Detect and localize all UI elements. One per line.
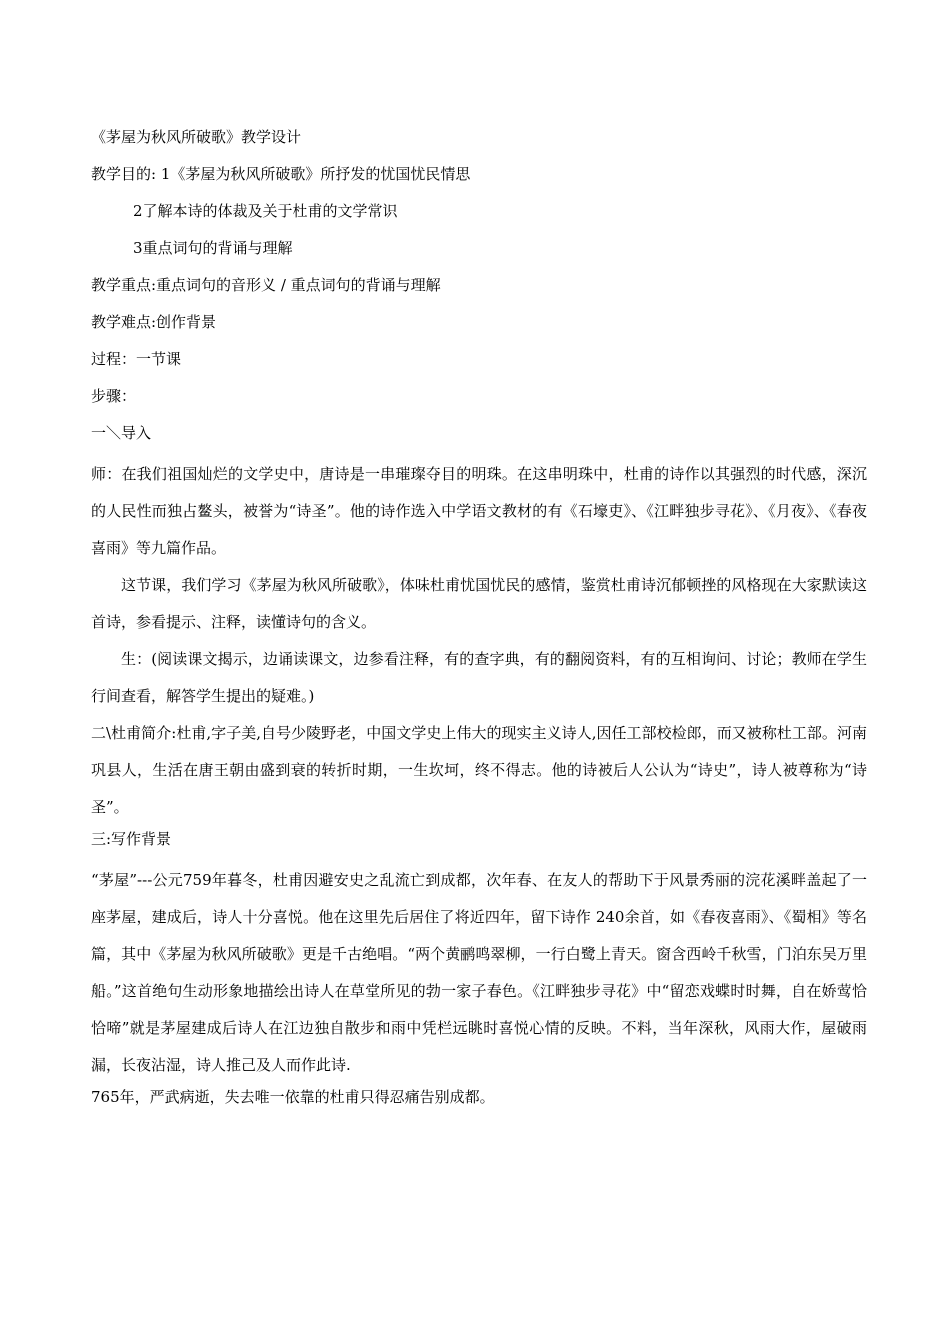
lesson-intro-paragraph: 这节课，我们学习《茅屋为秋风所破歌》，体味杜甫忧国忧民的感情，鉴赏杜甫诗沉郁顿挫的风格现在大家默读这首诗，参看提示、注释，读懂诗句的含义。 [91, 576, 867, 631]
objective-3: 3重点词句的背诵与理解 [133, 239, 293, 257]
objective-1: 教学目的: 1《茅屋为秋风所破歌》所抒发的忧国忧民情思 [91, 165, 471, 183]
key-points: 教学重点:重点词句的音形义 / 重点词句的背诵与理解 [91, 276, 441, 294]
teacher-intro-paragraph: 师：在我们祖国灿烂的文学史中，唐诗是一串璀璨夺目的明珠。在这串明珠中，杜甫的诗作以其强烈的时代感，深沉的人民性而独占鳌头，被誉为“诗圣”。他的诗作选入中学语文教材的有《石壕吏》、《江畔独步寻花》、《月夜》、《春夜喜雨》等九篇作品。 [91, 465, 867, 557]
difficulty: 教学难点:创作背景 [91, 313, 217, 331]
document-body [91, 124, 867, 1121]
document-title: 《茅屋为秋风所破歌》教学设计 [91, 128, 302, 146]
section-2-paragraph: 二\杜甫简介:杜甫,字子美,自号少陵野老，中国文学史上伟大的现实主义诗人,因任工部校检郎，而又被称杜工部。河南巩县人，生活在唐王朝由盛到衰的转折时期，一生坎坷，终不得志。他的诗被后人公认为“诗史”，诗人被尊称为“诗圣”。 [91, 724, 867, 816]
objective-2: 2了解本诗的体裁及关于杜甫的文学常识 [133, 202, 398, 220]
section-3-heading: 三:写作背景 [91, 830, 172, 848]
background-paragraph: “茅屋”---公元759年暮冬，杜甫因避安史之乱流亡到成都，次年春、在友人的帮助下于风景秀丽的浣花溪畔盖起了一座茅屋，建成后，诗人十分喜悦。他在这里先后居住了将近四年，留下诗作 240余首，如《春夜喜雨》、《蜀相》等名篇，其中《茅屋为秋风所破歌》更是千古绝唱。“两个黄鹂鸣翠柳，一行白鹭上青天。窗含西岭千秋雪，门泊东吴万里船。”这首绝句生动形象地描绘出诗人在草堂所见的勃一家子春色。《江畔独步寻花》中“留恋戏蝶时时舞，自在娇莺恰恰啼”就是茅屋建成后诗人在江边独自散步和雨中凭栏远眺时喜悦心情的反映。不料，当年深秋，风雨大作，屋破雨漏，长夜沾湿，诗人推己及人而作此诗. [91, 871, 867, 1074]
year-765-paragraph: 765年，严武病逝，失去唯一依靠的杜甫只得忍痛告别成都。 [91, 1088, 495, 1106]
student-activity-paragraph: 生：(阅读课文揭示，边诵读课文，边参看注释，有的查字典，有的翻阅资料，有的互相询问、讨论；教师在学生行间查看，解答学生提出的疑难。) [91, 650, 867, 705]
process: 过程：一节课 [91, 350, 182, 368]
section-1-heading: 一＼导入 [91, 424, 152, 442]
steps-label: 步骤： [91, 387, 137, 405]
